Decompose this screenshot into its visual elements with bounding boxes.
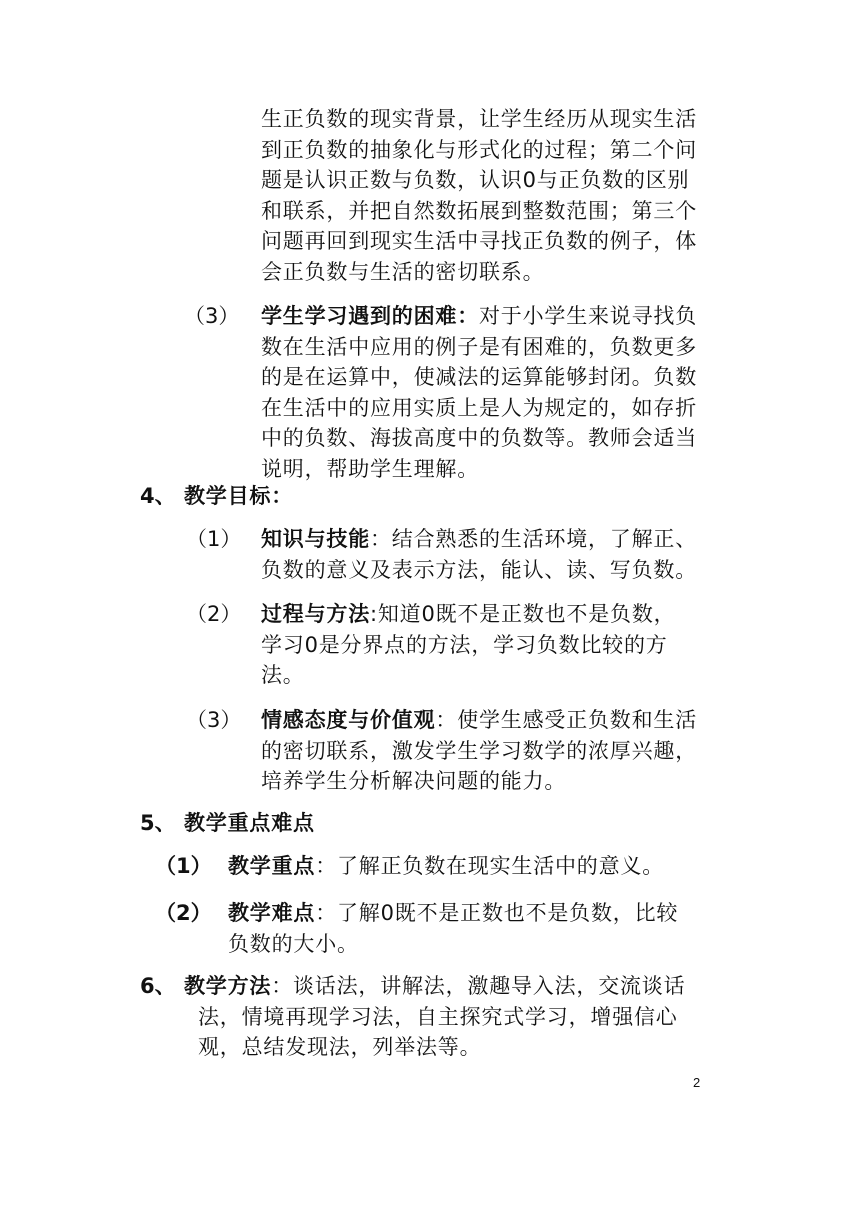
text-line: 对于小学生来说寻找负 <box>479 304 697 328</box>
item-label: 教学方法 <box>184 974 272 998</box>
item-label: 学生学习遇到的困难： <box>261 304 479 328</box>
text-line: 问题再回到现实生活中寻找正负数的例子，体 <box>261 229 697 254</box>
objective-process <box>261 599 675 691</box>
teaching-methods <box>184 971 744 1063</box>
section-number: 4、 <box>140 484 176 508</box>
text-line: 题是认识正数与负数，认识0与正负数的区别 <box>261 168 690 193</box>
text-line: 生正负数的现实背景，让学生经历从现实生活 <box>261 107 697 131</box>
section-number: 5、 <box>140 811 176 835</box>
text-line: 到正负数的抽象化与形式化的过程；第二个问 <box>261 137 697 162</box>
objective-attitude <box>261 705 697 797</box>
objective-knowledge <box>261 524 697 585</box>
text-line: ：结合熟悉的生活环境，了解正、 <box>370 527 697 551</box>
item-number: （2） <box>186 602 242 626</box>
text-line: 培养学生分析解决问题的能力。 <box>261 769 567 794</box>
text-line: ：使学生感受正负数和生活 <box>435 708 698 732</box>
text-line: 负数的大小。 <box>228 931 359 956</box>
text-line: ：了解正负数在现实生活中的意义。 <box>315 854 665 878</box>
text-line: 中的负数、海拔高度中的负数等。教师会适当 <box>261 426 697 451</box>
item-label: 情感态度与价值观 <box>261 708 436 732</box>
text-line: 和联系，并把自然数拓展到整数范围；第三个 <box>261 198 697 223</box>
text-line: 学习0是分界点的方法，学习负数比较的方 <box>261 632 668 657</box>
continued-paragraph <box>261 104 697 288</box>
text-line: 法，情境再现学习法，自主探究式学习，增强信心 <box>198 1004 678 1029</box>
item-number: （1） <box>186 527 242 551</box>
section-title: 教学目标： <box>184 484 293 508</box>
page-number: 2 <box>693 1075 701 1090</box>
item-label: 过程与方法 <box>261 602 370 626</box>
item-number: （3） <box>186 708 242 732</box>
text-line: :知道0既不是正数也不是负数， <box>370 602 676 626</box>
item-number: （3） <box>184 304 240 328</box>
text-line: ：谈话法，讲解法，激趣导入法，交流谈话 <box>271 974 686 998</box>
section-number: 6、 <box>140 974 176 998</box>
section-title: 教学重点难点 <box>184 811 315 835</box>
text-line: 数在生活中应用的例子是有困难的，负数更多 <box>261 334 697 359</box>
text-line: ：了解0既不是正数也不是负数，比较 <box>315 901 679 925</box>
item-label: 教学重点 <box>228 854 316 878</box>
item-number: （1） <box>155 854 212 878</box>
item-number: （2） <box>155 901 212 925</box>
item-label: 知识与技能 <box>261 527 370 551</box>
text-line: 负数的意义及表示方法，能认、读、写负数。 <box>261 557 697 582</box>
text-line: 的密切联系，激发学生学习数学的浓厚兴趣， <box>261 738 697 763</box>
text-line: 的是在运算中，使减法的运算能够封闭。负数 <box>261 365 697 390</box>
text-line: 法。 <box>261 663 305 688</box>
key-point <box>228 851 664 882</box>
difficulty-paragraph <box>261 301 697 485</box>
text-line: 在生活中的应用实质上是人为规定的，如存折 <box>261 395 697 420</box>
text-line: 会正负数与生活的密切联系。 <box>261 259 545 284</box>
text-line: 说明，帮助学生理解。 <box>261 456 479 481</box>
item-label: 教学难点 <box>228 901 316 925</box>
text-line: 观，总结发现法，列举法等。 <box>198 1035 482 1060</box>
difficult-point <box>228 898 678 959</box>
